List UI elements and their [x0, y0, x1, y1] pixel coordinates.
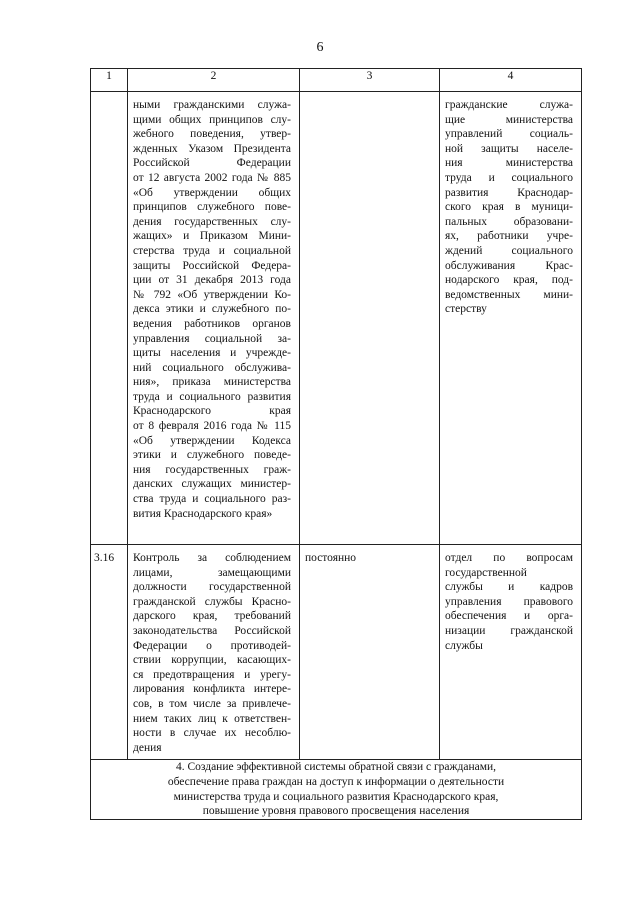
text-line: ждений социального: [445, 244, 573, 257]
text-line: управления правового: [445, 595, 573, 608]
text-line: обслуживания Крас-: [445, 259, 573, 272]
text-line: ся предотвращения и урегу-: [133, 668, 291, 681]
text-line: Российской Федерации: [133, 157, 291, 170]
text-line: от 12 августа 2002 года № 885: [133, 171, 291, 184]
section-heading-line: обеспечение права граждан на доступ к информации о деятельности: [167, 775, 505, 788]
header-col-4: 4: [440, 69, 582, 92]
text-line: Федерации о противодей-: [133, 639, 291, 652]
text-line: щие министерства: [445, 113, 573, 126]
section-4-heading: [91, 760, 582, 819]
text-line: отдел по вопросам: [445, 552, 573, 564]
table-row-continuation: [91, 92, 582, 545]
text-line: жебного поведения, утвер-: [133, 128, 291, 141]
text-line: жденных Указом Президента: [133, 142, 291, 155]
text-line: пальных образовани-: [445, 215, 573, 228]
text-line: ведомственных мини-: [445, 288, 573, 301]
text-line: ной защиты населе-: [445, 142, 573, 155]
text-line: ния государственных граж-: [133, 463, 291, 476]
text-line: ского края в муници-: [445, 201, 573, 214]
responsible-cell: [440, 92, 582, 545]
section-heading-line: повышение уровня правового просвещения населения: [202, 805, 470, 818]
text-line: управления социальной за-: [133, 332, 291, 345]
text-line: законодательства Российской: [133, 624, 291, 637]
text-line: декса этики и служебного по-: [133, 303, 291, 316]
table-row-3-16: [91, 545, 582, 760]
text-line: лицами, замещающими: [133, 566, 291, 579]
text-line: службы: [445, 639, 483, 652]
text-line: ствии коррупции, касающих-: [133, 654, 291, 667]
deadline-cell: [300, 92, 440, 545]
text-line: сов, в том числе за привлече-: [133, 697, 291, 710]
text-line: нодарского края, под-: [445, 274, 573, 287]
measure-text-cell: [128, 545, 300, 760]
text-line: должности государственной: [133, 581, 291, 594]
text-line: ях, работники учре-: [445, 230, 573, 243]
text-line: ния министерства: [445, 157, 573, 170]
text-line: нием таких лиц к ответствен-: [133, 712, 291, 725]
header-col-1: 1: [91, 69, 128, 92]
text-line: «Об утверждении общих: [133, 186, 291, 199]
text-line: государственной: [445, 566, 527, 579]
text-line: стерства труда и социальной: [133, 244, 291, 257]
text-line: дения: [133, 741, 162, 754]
row-number-cell: 3.16: [91, 545, 128, 760]
text-line: службы и кадров: [445, 581, 573, 594]
text-line: щими общих принципов слу-: [133, 113, 291, 126]
measure-text-cell: [128, 92, 300, 545]
text-line: стерству: [445, 303, 487, 316]
text-line: труда и социального: [445, 171, 573, 184]
text-line: № 792 «Об утверждении Ко-: [133, 288, 291, 301]
text-line: гражданской службы Красно-: [133, 595, 291, 608]
page-number: 6: [316, 40, 324, 55]
text-line: гражданские служа-: [445, 99, 573, 111]
row-number-cell: [91, 92, 128, 545]
text-line: вития Краснодарского края»: [133, 507, 273, 520]
header-col-3: 3: [300, 69, 440, 92]
section-heading-line: министерства труда и социального развития Краснодарского края,: [173, 790, 499, 803]
text-line: этики и служебного поведе-: [133, 449, 291, 462]
text-line: лирования конфликта интере-: [133, 683, 291, 696]
text-line: данских служащих министер-: [133, 478, 291, 491]
table-header-row: [91, 69, 582, 92]
text-line: жащих» и Приказом Мини-: [133, 230, 291, 243]
text-line: ности в случае их несоблю-: [133, 727, 291, 740]
text-line: ведения работников органов: [133, 317, 291, 330]
text-line: обеспечения и орга-: [445, 610, 573, 623]
text-line: труда и социального развития: [133, 390, 291, 403]
text-line: ний социального обслужива-: [133, 361, 291, 374]
text-line: защиты Российской Федера-: [133, 259, 291, 272]
text-line: дения государственных слу-: [133, 215, 291, 228]
plan-table: [90, 68, 582, 820]
text-line: ства труда и социального раз-: [133, 493, 291, 506]
text-line: ции от 31 декабря 2013 года: [133, 274, 291, 287]
text-line: развития Краснодар-: [445, 186, 573, 199]
section-heading-line: 4. Создание эффективной системы обратной связи с гражданами,: [175, 761, 497, 774]
text-line: принципов служебного пове-: [133, 201, 291, 214]
text-line: ными гражданскими служа-: [133, 99, 291, 111]
text-line: дарского края, требований: [133, 610, 291, 623]
text-line: управлений социаль-: [445, 128, 573, 141]
text-line: Краснодарского края: [133, 405, 291, 418]
text-line: ния», приказа министерства: [133, 376, 291, 389]
text-line: от 8 февраля 2016 года № 115: [133, 420, 291, 433]
text-line: низации гражданской: [445, 624, 573, 637]
deadline-cell: постоянно: [300, 545, 440, 760]
section-heading-row: [91, 760, 582, 819]
responsible-cell: [440, 545, 582, 760]
header-col-2: 2: [128, 69, 300, 92]
text-line: Контроль за соблюдением: [133, 552, 291, 564]
text-line: щиты населения и учрежде-: [133, 347, 291, 360]
text-line: «Об утверждении Кодекса: [133, 434, 291, 447]
